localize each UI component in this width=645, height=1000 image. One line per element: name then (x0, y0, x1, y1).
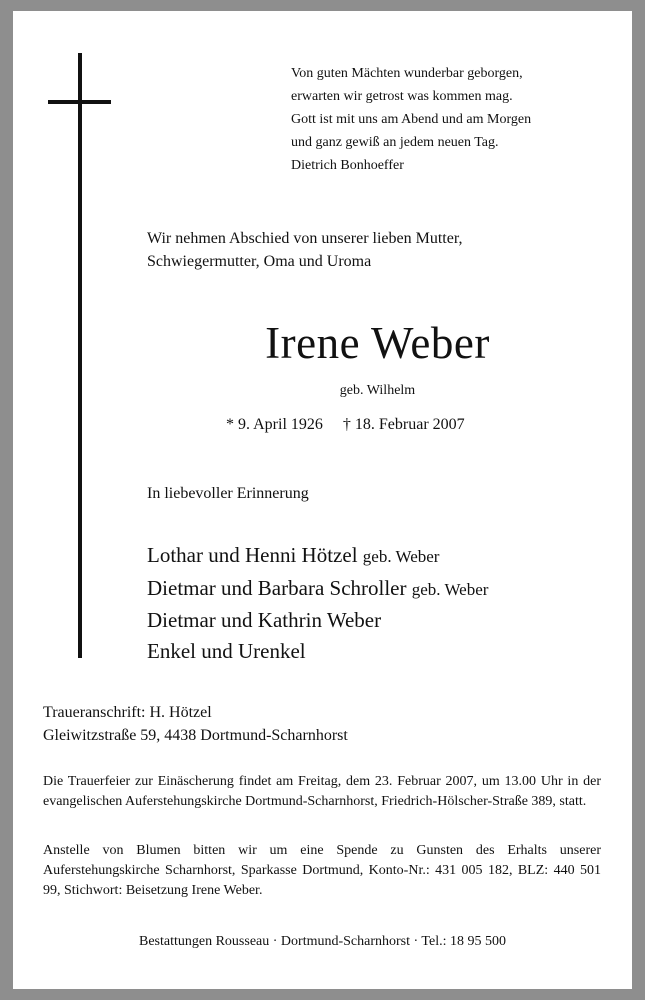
mourner-names: Enkel und Urenkel (147, 638, 306, 663)
mourners-list (147, 540, 617, 666)
mourner-entry (147, 636, 617, 667)
mourner-names: Dietmar und Kathrin Weber (147, 608, 382, 632)
poem-author: Dietrich Bonhoeffer (291, 158, 404, 173)
address-line: Traueranschrift: H. Hötzel (43, 704, 212, 721)
birth-name: geb. Wilhelm (339, 383, 416, 398)
mourner-entry (147, 605, 617, 636)
death-date: † 18. Februar 2007 (342, 416, 465, 433)
mourner-entry (147, 573, 617, 606)
obituary-card (13, 11, 632, 989)
cross-icon-bar (48, 100, 111, 104)
farewell-line: Schwiegermutter, Oma und Uroma (147, 253, 372, 270)
life-dates (226, 414, 465, 436)
farewell-text (147, 227, 587, 273)
poem (291, 62, 621, 177)
ceremony-notice: Die Trauerfeier zur Einäscherung findet am Freitag, dem 23. Februar 2007, um 13.00 Uhr in der evangelischen Auferstehungskirche Dortmund-Scharnhorst, Friedrich-Hölscher-Straße 389, statt. (43, 774, 601, 809)
poem-line: und ganz gewiß an jedem neuen Tag. (291, 135, 499, 150)
poem-line: Von guten Mächten wunderbar geborgen, (291, 66, 523, 81)
mourner-entry (147, 540, 617, 573)
address-line: Gleiwitzstraße 59, 4438 Dortmund-Scharnhorst (43, 727, 348, 744)
donation-notice: Anstelle von Blumen bitten wir um eine Spende zu Gunsten des Erhalts unserer Auferstehungskirche Scharnhorst, Sparkasse Dortmund, Konto-Nr.: 431 005 182, BLZ: 440 501 99, Stichwort: Beisetzung Irene Weber. (43, 843, 601, 898)
poem-line: Gott ist mit uns am Abend und am Morgen (291, 112, 532, 127)
deceased-name: Irene Weber (265, 318, 490, 368)
remembrance-text: In liebevoller Erinnerung (147, 485, 309, 502)
mourner-nee: geb. Weber (362, 547, 440, 566)
mourner-nee: geb. Weber (411, 579, 489, 599)
farewell-line: Wir nehmen Abschied von unserer lieben Mutter, (147, 230, 463, 247)
undertaker-footer: Bestattungen Rousseau · Dortmund-Scharnhorst · Tel.: 18 95 500 (139, 934, 506, 949)
mourning-address (43, 701, 348, 747)
mourner-names: Lothar und Henni Hötzel (147, 543, 358, 567)
mourner-names: Dietmar und Barbara Schroller (147, 575, 407, 600)
birth-date: * 9. April 1926 (226, 416, 323, 433)
poem-line: erwarten wir getrost was kommen mag. (291, 89, 513, 104)
